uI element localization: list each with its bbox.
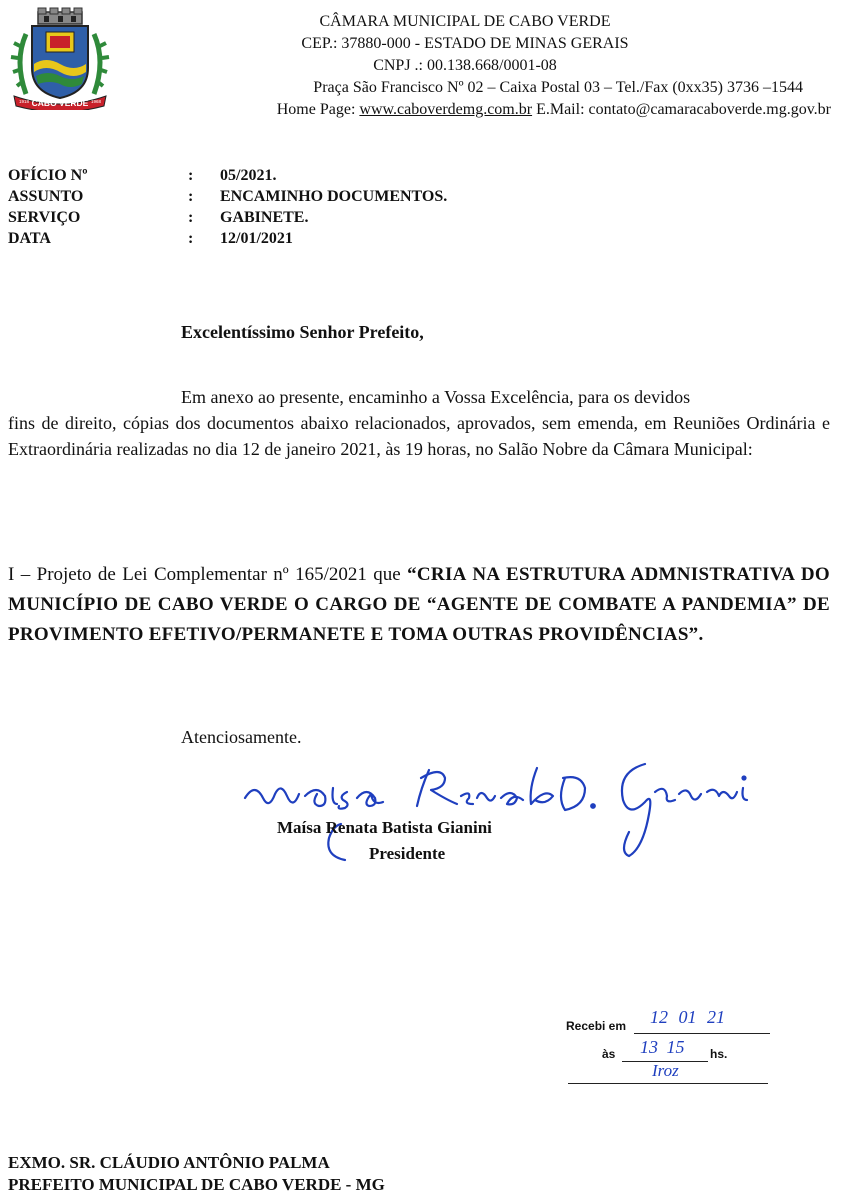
meta-value: GABINETE. [220, 209, 309, 226]
salutation: Excelentíssimo Senhor Prefeito, [181, 322, 424, 342]
meta-colon: : [188, 230, 194, 247]
stamp-initials-line [568, 1083, 768, 1084]
meta-value: 05/2021. [220, 167, 277, 184]
email-label: E.Mail: [532, 101, 589, 118]
signatory-name: Maísa Renata Batista Gianini [277, 818, 492, 837]
meta-row-assunto [8, 187, 447, 207]
stamp-initials: Iroz [652, 1061, 679, 1080]
meta-label: DATA [8, 230, 51, 247]
stamp-at-label: às [602, 1047, 616, 1061]
intro-first-line: Em anexo ao presente, encaminho a Vossa Excelência, para os devidos [181, 387, 691, 407]
cep-line: CEP.: 37880-000 - ESTADO DE MINAS GERAIS [301, 35, 629, 52]
stamp-received-date: 12 01 21 [650, 1007, 725, 1027]
homepage-label: Home Page: [276, 101, 360, 118]
address-line: Praça São Francisco Nº 02 – Caixa Postal 03 – Tel./Fax (0xx35) 3736 –1544 [313, 79, 803, 96]
intro-paragraph [8, 384, 830, 462]
org-name: CÂMARA MUNICIPAL DE CABO VERDE [319, 13, 611, 30]
item-prefix: I – Projeto de Lei Complementar nº 165/2021 que [8, 564, 408, 585]
cnpj-line: CNPJ .: 00.138.668/0001-08 [373, 57, 557, 74]
signatory-role: Presidente [369, 844, 446, 863]
meta-label: OFÍCIO Nº [8, 167, 88, 184]
meta-colon: : [188, 209, 194, 226]
closing: Atenciosamente. [181, 727, 302, 747]
coat-of-arms-logo [8, 6, 112, 110]
crest-year-right: 1968 [90, 99, 102, 104]
contact-line [277, 100, 831, 120]
crest-banner-text: CABO VERDE [31, 98, 89, 108]
item-projeto-lei [8, 560, 830, 650]
stamp-hours-label: hs. [710, 1047, 728, 1061]
meta-value: ENCAMINHO DOCUMENTOS. [220, 188, 448, 205]
stamp-date-line [634, 1033, 770, 1034]
addressee-line-1: EXMO. SR. CLÁUDIO ANTÔNIO PALMA [8, 1153, 330, 1172]
meta-label: SERVIÇO [8, 209, 81, 226]
stamp-time: 13 15 [640, 1037, 685, 1057]
meta-row-data [8, 229, 293, 249]
addressee-line-2: PREFEITO MUNICIPAL DE CABO VERDE - MG [8, 1175, 385, 1194]
email-address[interactable]: contato@camaracaboverde.mg.gov.br [588, 101, 831, 118]
meta-row-servico [8, 208, 308, 228]
mural-crown-icon [38, 8, 82, 24]
handwritten-signature [225, 748, 765, 868]
meta-value: 12/01/2021 [220, 230, 293, 247]
meta-colon: : [188, 188, 194, 205]
crest-year-left: 1918 [18, 99, 30, 104]
homepage-link[interactable]: www.caboverdemg.com.br [359, 101, 533, 118]
meta-row-oficio [8, 166, 276, 186]
meta-label: ASSUNTO [8, 188, 84, 205]
receipt-stamp [560, 995, 775, 1090]
meta-colon: : [188, 167, 194, 184]
item-title: “CRIA NA ESTRUTURA ADMNISTRATIVA DO MUNICÍPIO DE CABO VERDE O CARGO DE “AGENTE DE COMBATE A PANDEMIA” DE PROVIMENTO EFETIVO/PERMANETE E TOMA OUTRAS PROVIDÊNCIAS”. [8, 564, 830, 645]
stamp-received-label: Recebi em [566, 1019, 627, 1033]
intro-rest: fins de direito, cópias dos documentos abaixo relacionados, aprovados, sem emenda, em Reuniões Ordinária e Extraordinária realizadas no dia 12 de janeiro 2021, às 19 horas, no Salão Nobre da Câmara Municipal: [8, 413, 830, 459]
